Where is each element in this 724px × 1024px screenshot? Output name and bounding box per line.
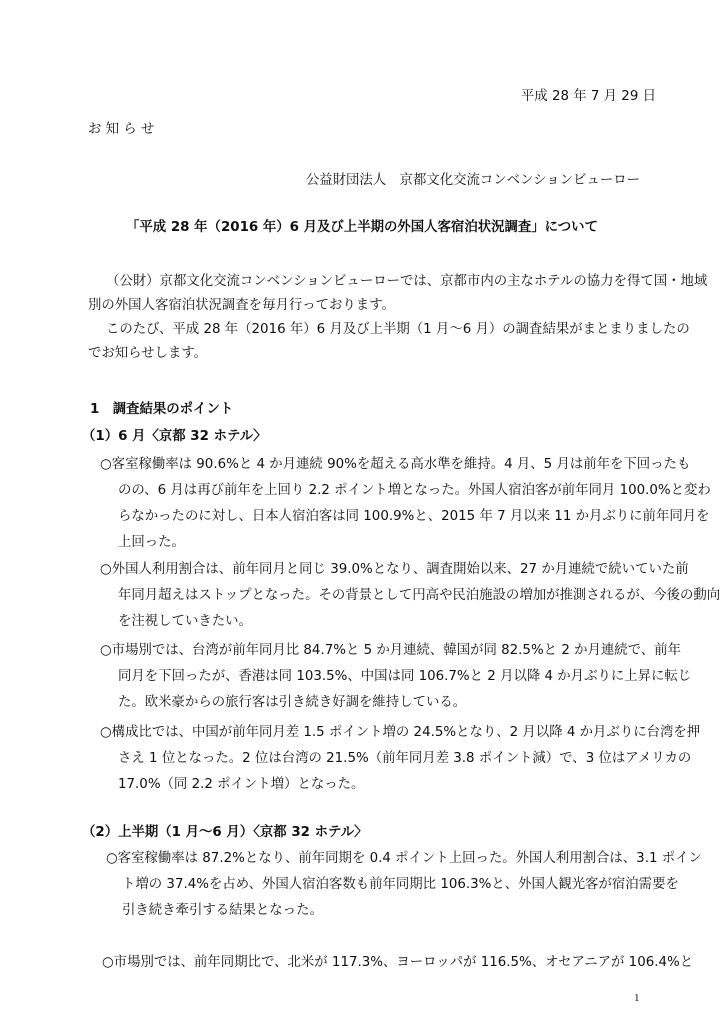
bullet-line: 引き続き牽引する結果となった。 <box>122 903 323 918</box>
document-title: 「平成 28 年（2016 年）6 月及び上半期の外国人客宿泊状況調査」について <box>126 220 598 235</box>
subsection-heading: （2）上半期（1 月～6 月）〈京都 32 ホテル〉 <box>82 825 368 840</box>
subsection-heading: （1）6 月〈京都 32 ホテル〉 <box>82 429 267 444</box>
bullet-line: さえ 1 位となった。2 位は台湾の 21.5%（前年同月差 3.8 ポイント減）で、3 位はアメリカの <box>118 751 692 766</box>
bullet-line: 上回った。 <box>118 535 185 550</box>
intro-line: 別の外国人客宿泊状況調査を毎月行っております。 <box>88 298 395 313</box>
bullet-line: を注視していきたい。 <box>118 614 252 629</box>
bullet-line: ○客室稼働率は 87.2%となり、前年同期を 0.4 ポイント上回った。外国人利用割合は、3.1 ポイン <box>106 851 702 866</box>
page-number: 1 <box>634 992 640 1004</box>
bullet-line: らなかったのに対し、日本人宿泊客は同 100.9%と、2015 年 7 月以来 11 か月ぶりに前年同月を <box>118 509 710 524</box>
bullet-line: 同月を下回ったが、香港は同 103.5%、中国は同 106.7%と 2 月以降 4 か月ぶりに上昇に転じ <box>118 669 692 684</box>
bullet-line: 17.0%（同 2.2 ポイント増）となった。 <box>118 777 365 792</box>
bullet-line: ○市場別では、台湾が前年同月比 84.7%と 5 か月連続、韓国が同 82.5%と 2 か月連続で、前年 <box>100 643 681 658</box>
bullet-line: ○市場別では、前年同期比で、北米が 117.3%、ヨーロッパが 116.5%、オセアニアが 106.4%と <box>102 955 694 970</box>
bullet-line: ト増の 37.4%を占め、外国人宿泊客数も前年同期比 106.3%と、外国人観光客が宿泊需要を <box>122 877 679 892</box>
document-date: 平成 28 年 7 月 29 日 <box>520 89 656 104</box>
intro-line: （公財）京都文化交流コンベンションビューローでは、京都市内の主なホテルの協力を得て国・地域 <box>106 274 708 289</box>
intro-line: でお知らせします。 <box>88 346 208 361</box>
section-heading: 1 調査結果のポイント <box>90 402 234 417</box>
intro-line: このたび、平成 28 年（2016 年）6 月及び上半期（1 月～6 月）の調査結果がまとまりましたの <box>106 322 690 337</box>
bullet-line: ○客室稼働率は 90.6%と 4 か月連続 90%を超える高水準を維持。4 月、5 月は前年を下回ったも <box>100 457 691 472</box>
bullet-line: 年同月超えはストップとなった。その背景として円高や民泊施設の増加が推測されるが、今後の動向 <box>118 588 721 603</box>
organization-name: 公益財団法人 京都文化交流コンベンションビューロー <box>305 173 640 188</box>
bullet-line: た。欧米豪からの旅行客は引き続き好調を維持している。 <box>118 695 467 710</box>
notice-label: お 知 ら せ <box>88 122 155 137</box>
bullet-line: ○外国人利用割合は、前年同月と同じ 39.0%となり、調査開始以来、27 か月連続で続いていた前 <box>100 562 689 577</box>
bullet-line: のの、6 月は再び前年を上回り 2.2 ポイント増となった。外国人宿泊客が前年同月 100.0%と変わ <box>118 483 711 498</box>
bullet-line: ○構成比では、中国が前年同月差 1.5 ポイント増の 24.5%となり、2 月以降 4 か月ぶりに台湾を押 <box>100 725 701 740</box>
